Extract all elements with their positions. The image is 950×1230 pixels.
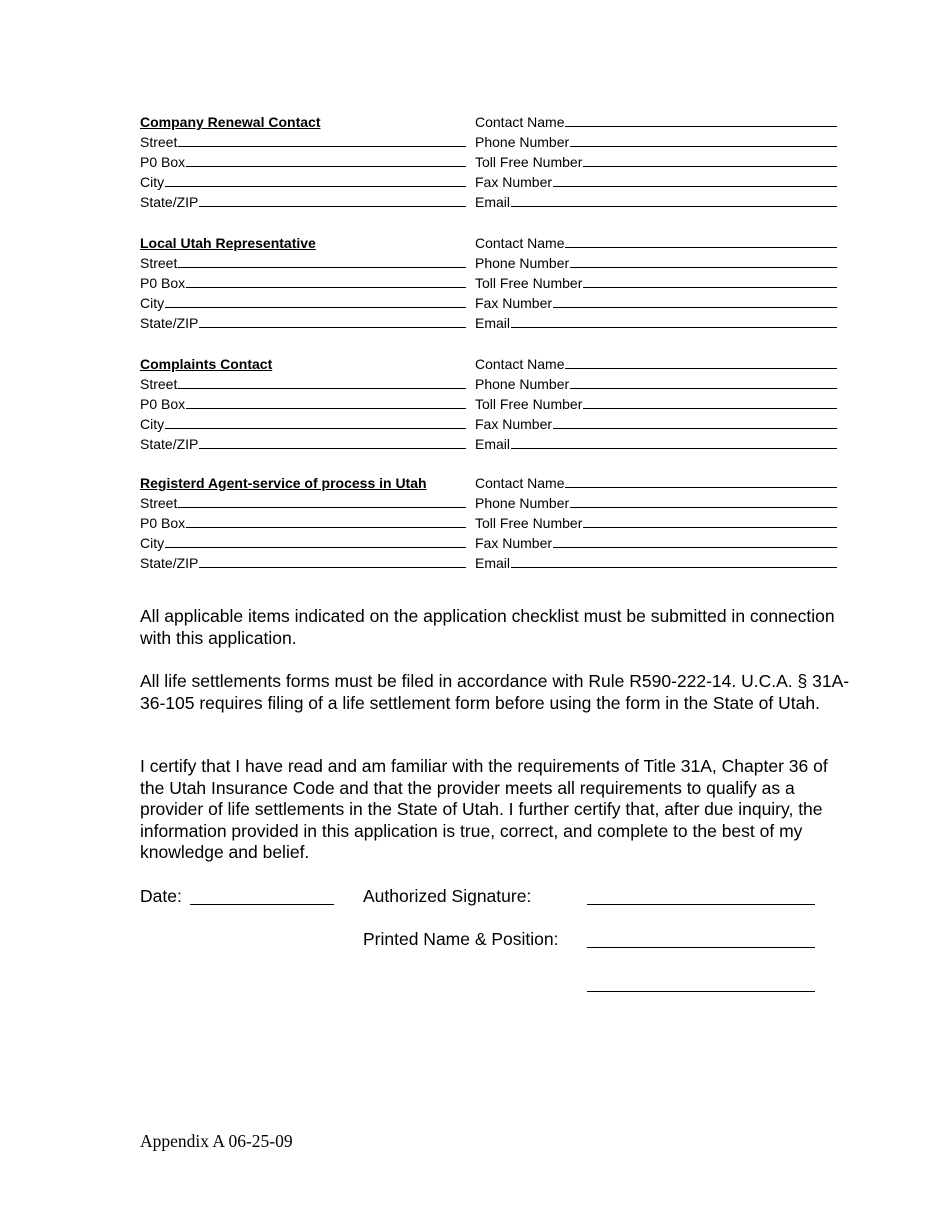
contact-field[interactable] xyxy=(475,553,837,573)
form-row xyxy=(140,394,840,414)
section-heading xyxy=(140,112,466,132)
field-blank-line[interactable] xyxy=(565,355,837,369)
field-label: Toll Free Number xyxy=(475,275,583,291)
form-row xyxy=(140,313,840,333)
address-field[interactable] xyxy=(140,192,466,212)
checklist-paragraph: All applicable items indicated on the application checklist must be submitted in connection with this application. xyxy=(140,606,835,648)
field-label: Phone Number xyxy=(475,134,570,150)
form-row xyxy=(140,434,840,454)
form-row xyxy=(140,172,840,192)
field-blank-line[interactable] xyxy=(570,494,837,508)
date-label: Date: xyxy=(140,886,182,906)
contact-field[interactable] xyxy=(475,233,837,253)
field-label: Street xyxy=(140,255,178,271)
address-field[interactable] xyxy=(140,313,466,333)
contact-field[interactable] xyxy=(475,172,837,192)
field-blank-line[interactable] xyxy=(199,193,466,207)
address-field[interactable] xyxy=(140,533,466,553)
form-row xyxy=(140,253,840,273)
field-label: Fax Number xyxy=(475,295,553,311)
form-row xyxy=(140,273,840,293)
field-label: City xyxy=(140,295,165,311)
field-label: Email xyxy=(475,436,511,452)
form-row xyxy=(140,473,840,493)
contact-field[interactable] xyxy=(475,253,837,273)
form-row xyxy=(140,132,840,152)
field-blank-line[interactable] xyxy=(565,474,837,488)
filing-paragraph: All life settlements forms must be filed in accordance with Rule R590-222-14. U.C.A. § 31A-36-105 requires filing of a life settlement form before using the form in the State of Utah. xyxy=(140,671,850,713)
field-label: Contact Name xyxy=(475,475,565,491)
form-row xyxy=(140,414,840,434)
field-blank-line[interactable] xyxy=(583,514,837,528)
address-field[interactable] xyxy=(140,434,466,454)
contact-section xyxy=(140,473,840,573)
field-blank-line[interactable] xyxy=(565,113,837,127)
field-label: Street xyxy=(140,134,178,150)
field-label: State/ZIP xyxy=(140,555,199,571)
form-row xyxy=(140,112,840,132)
field-blank-line[interactable] xyxy=(583,395,837,409)
field-blank-line[interactable] xyxy=(178,494,466,508)
field-label: Contact Name xyxy=(475,235,565,251)
field-label: P0 Box xyxy=(140,515,186,531)
address-field[interactable] xyxy=(140,513,466,533)
position-line[interactable] xyxy=(587,991,815,992)
contact-field[interactable] xyxy=(475,533,837,553)
field-blank-line[interactable] xyxy=(511,554,837,568)
form-row xyxy=(140,374,840,394)
contact-field[interactable] xyxy=(475,473,837,493)
certification-paragraph: I certify that I have read and am familiar with the requirements of Title 31A, Chapter 36 of the Utah Insurance Code and that the provider meets all requirements to qualify as a provider of life settlements in the State of Utah. I further certify that, after due inquiry, the information provided in this application is true, correct, and complete to the best of my knowledge and belief. xyxy=(140,756,828,862)
field-blank-line[interactable] xyxy=(178,254,466,268)
field-label: City xyxy=(140,174,165,190)
address-field[interactable] xyxy=(140,293,466,313)
address-field[interactable] xyxy=(140,253,466,273)
contact-section xyxy=(140,112,840,212)
field-label: State/ZIP xyxy=(140,315,199,331)
form-row xyxy=(140,553,840,573)
contact-field[interactable] xyxy=(475,152,837,172)
footer-appendix: Appendix A 06-25-09 xyxy=(140,1131,293,1151)
form-row xyxy=(140,233,840,253)
address-field[interactable] xyxy=(140,132,466,152)
field-blank-line[interactable] xyxy=(186,153,466,167)
contact-field[interactable] xyxy=(475,293,837,313)
field-blank-line[interactable] xyxy=(583,153,837,167)
contact-field[interactable] xyxy=(475,493,837,513)
field-blank-line[interactable] xyxy=(178,133,466,147)
section-heading-text: Complaints Contact xyxy=(140,356,273,372)
address-field[interactable] xyxy=(140,493,466,513)
contact-field[interactable] xyxy=(475,112,837,132)
address-field[interactable] xyxy=(140,394,466,414)
field-blank-line[interactable] xyxy=(570,254,837,268)
form-row xyxy=(140,354,840,374)
field-label: State/ZIP xyxy=(140,436,199,452)
field-blank-line[interactable] xyxy=(570,133,837,147)
field-label: Phone Number xyxy=(475,255,570,271)
field-blank-line[interactable] xyxy=(199,435,466,449)
field-blank-line[interactable] xyxy=(186,395,466,409)
field-blank-line[interactable] xyxy=(511,193,837,207)
section-heading-text: Registerd Agent-service of process in Utah xyxy=(140,475,427,491)
printed-name-label: Printed Name & Position: xyxy=(363,929,559,949)
field-label: P0 Box xyxy=(140,275,186,291)
form-row xyxy=(140,533,840,553)
form-row xyxy=(140,493,840,513)
field-blank-line[interactable] xyxy=(511,435,837,449)
section-heading-text: Company Renewal Contact xyxy=(140,114,321,130)
contact-field[interactable] xyxy=(475,513,837,533)
field-blank-line[interactable] xyxy=(570,375,837,389)
field-blank-line[interactable] xyxy=(165,173,466,187)
address-field[interactable] xyxy=(140,414,466,434)
field-label: Toll Free Number xyxy=(475,515,583,531)
field-label: Email xyxy=(475,315,511,331)
field-label: Fax Number xyxy=(475,416,553,432)
section-heading xyxy=(140,473,466,493)
section-heading-text: Local Utah Representative xyxy=(140,235,316,251)
field-blank-line[interactable] xyxy=(565,234,837,248)
form-row xyxy=(140,192,840,212)
authorized-signature-line[interactable] xyxy=(587,904,815,905)
contact-field[interactable] xyxy=(475,414,837,434)
form-row xyxy=(140,293,840,313)
address-field[interactable] xyxy=(140,553,466,573)
field-label: Street xyxy=(140,495,178,511)
contact-field[interactable] xyxy=(475,354,837,374)
section-heading xyxy=(140,354,466,374)
field-label: Street xyxy=(140,376,178,392)
field-label: Phone Number xyxy=(475,495,570,511)
field-blank-line[interactable] xyxy=(199,554,466,568)
contact-field[interactable] xyxy=(475,273,837,293)
field-blank-line[interactable] xyxy=(165,534,466,548)
field-blank-line[interactable] xyxy=(165,415,466,429)
field-blank-line[interactable] xyxy=(553,173,837,187)
address-field[interactable] xyxy=(140,172,466,192)
field-blank-line[interactable] xyxy=(553,415,837,429)
field-label: P0 Box xyxy=(140,154,186,170)
address-field[interactable] xyxy=(140,374,466,394)
field-label: Email xyxy=(475,194,511,210)
field-blank-line[interactable] xyxy=(553,294,837,308)
field-label: City xyxy=(140,416,165,432)
field-blank-line[interactable] xyxy=(553,534,837,548)
contact-field[interactable] xyxy=(475,434,837,454)
contact-section xyxy=(140,233,840,333)
form-row xyxy=(140,513,840,533)
field-blank-line[interactable] xyxy=(186,274,466,288)
field-blank-line[interactable] xyxy=(165,294,466,308)
field-label: Phone Number xyxy=(475,376,570,392)
contact-field[interactable] xyxy=(475,374,837,394)
field-label: Email xyxy=(475,555,511,571)
field-label: Contact Name xyxy=(475,114,565,130)
contact-field[interactable] xyxy=(475,313,837,333)
form-row xyxy=(140,152,840,172)
field-label: City xyxy=(140,535,165,551)
contact-field[interactable] xyxy=(475,394,837,414)
printed-name-line[interactable] xyxy=(587,947,815,948)
field-label: Contact Name xyxy=(475,356,565,372)
field-label: State/ZIP xyxy=(140,194,199,210)
section-heading xyxy=(140,233,466,253)
field-blank-line[interactable] xyxy=(186,514,466,528)
field-label: Fax Number xyxy=(475,535,553,551)
field-label: Fax Number xyxy=(475,174,553,190)
address-field[interactable] xyxy=(140,273,466,293)
field-blank-line[interactable] xyxy=(583,274,837,288)
contact-field[interactable] xyxy=(475,192,837,212)
field-blank-line[interactable] xyxy=(511,314,837,328)
address-field[interactable] xyxy=(140,152,466,172)
field-label: P0 Box xyxy=(140,396,186,412)
contact-section xyxy=(140,354,840,454)
contact-field[interactable] xyxy=(475,132,837,152)
field-label: Toll Free Number xyxy=(475,154,583,170)
authorized-signature-label: Authorized Signature: xyxy=(363,886,532,906)
date-line[interactable] xyxy=(190,904,334,905)
field-label: Toll Free Number xyxy=(475,396,583,412)
field-blank-line[interactable] xyxy=(199,314,466,328)
field-blank-line[interactable] xyxy=(178,375,466,389)
